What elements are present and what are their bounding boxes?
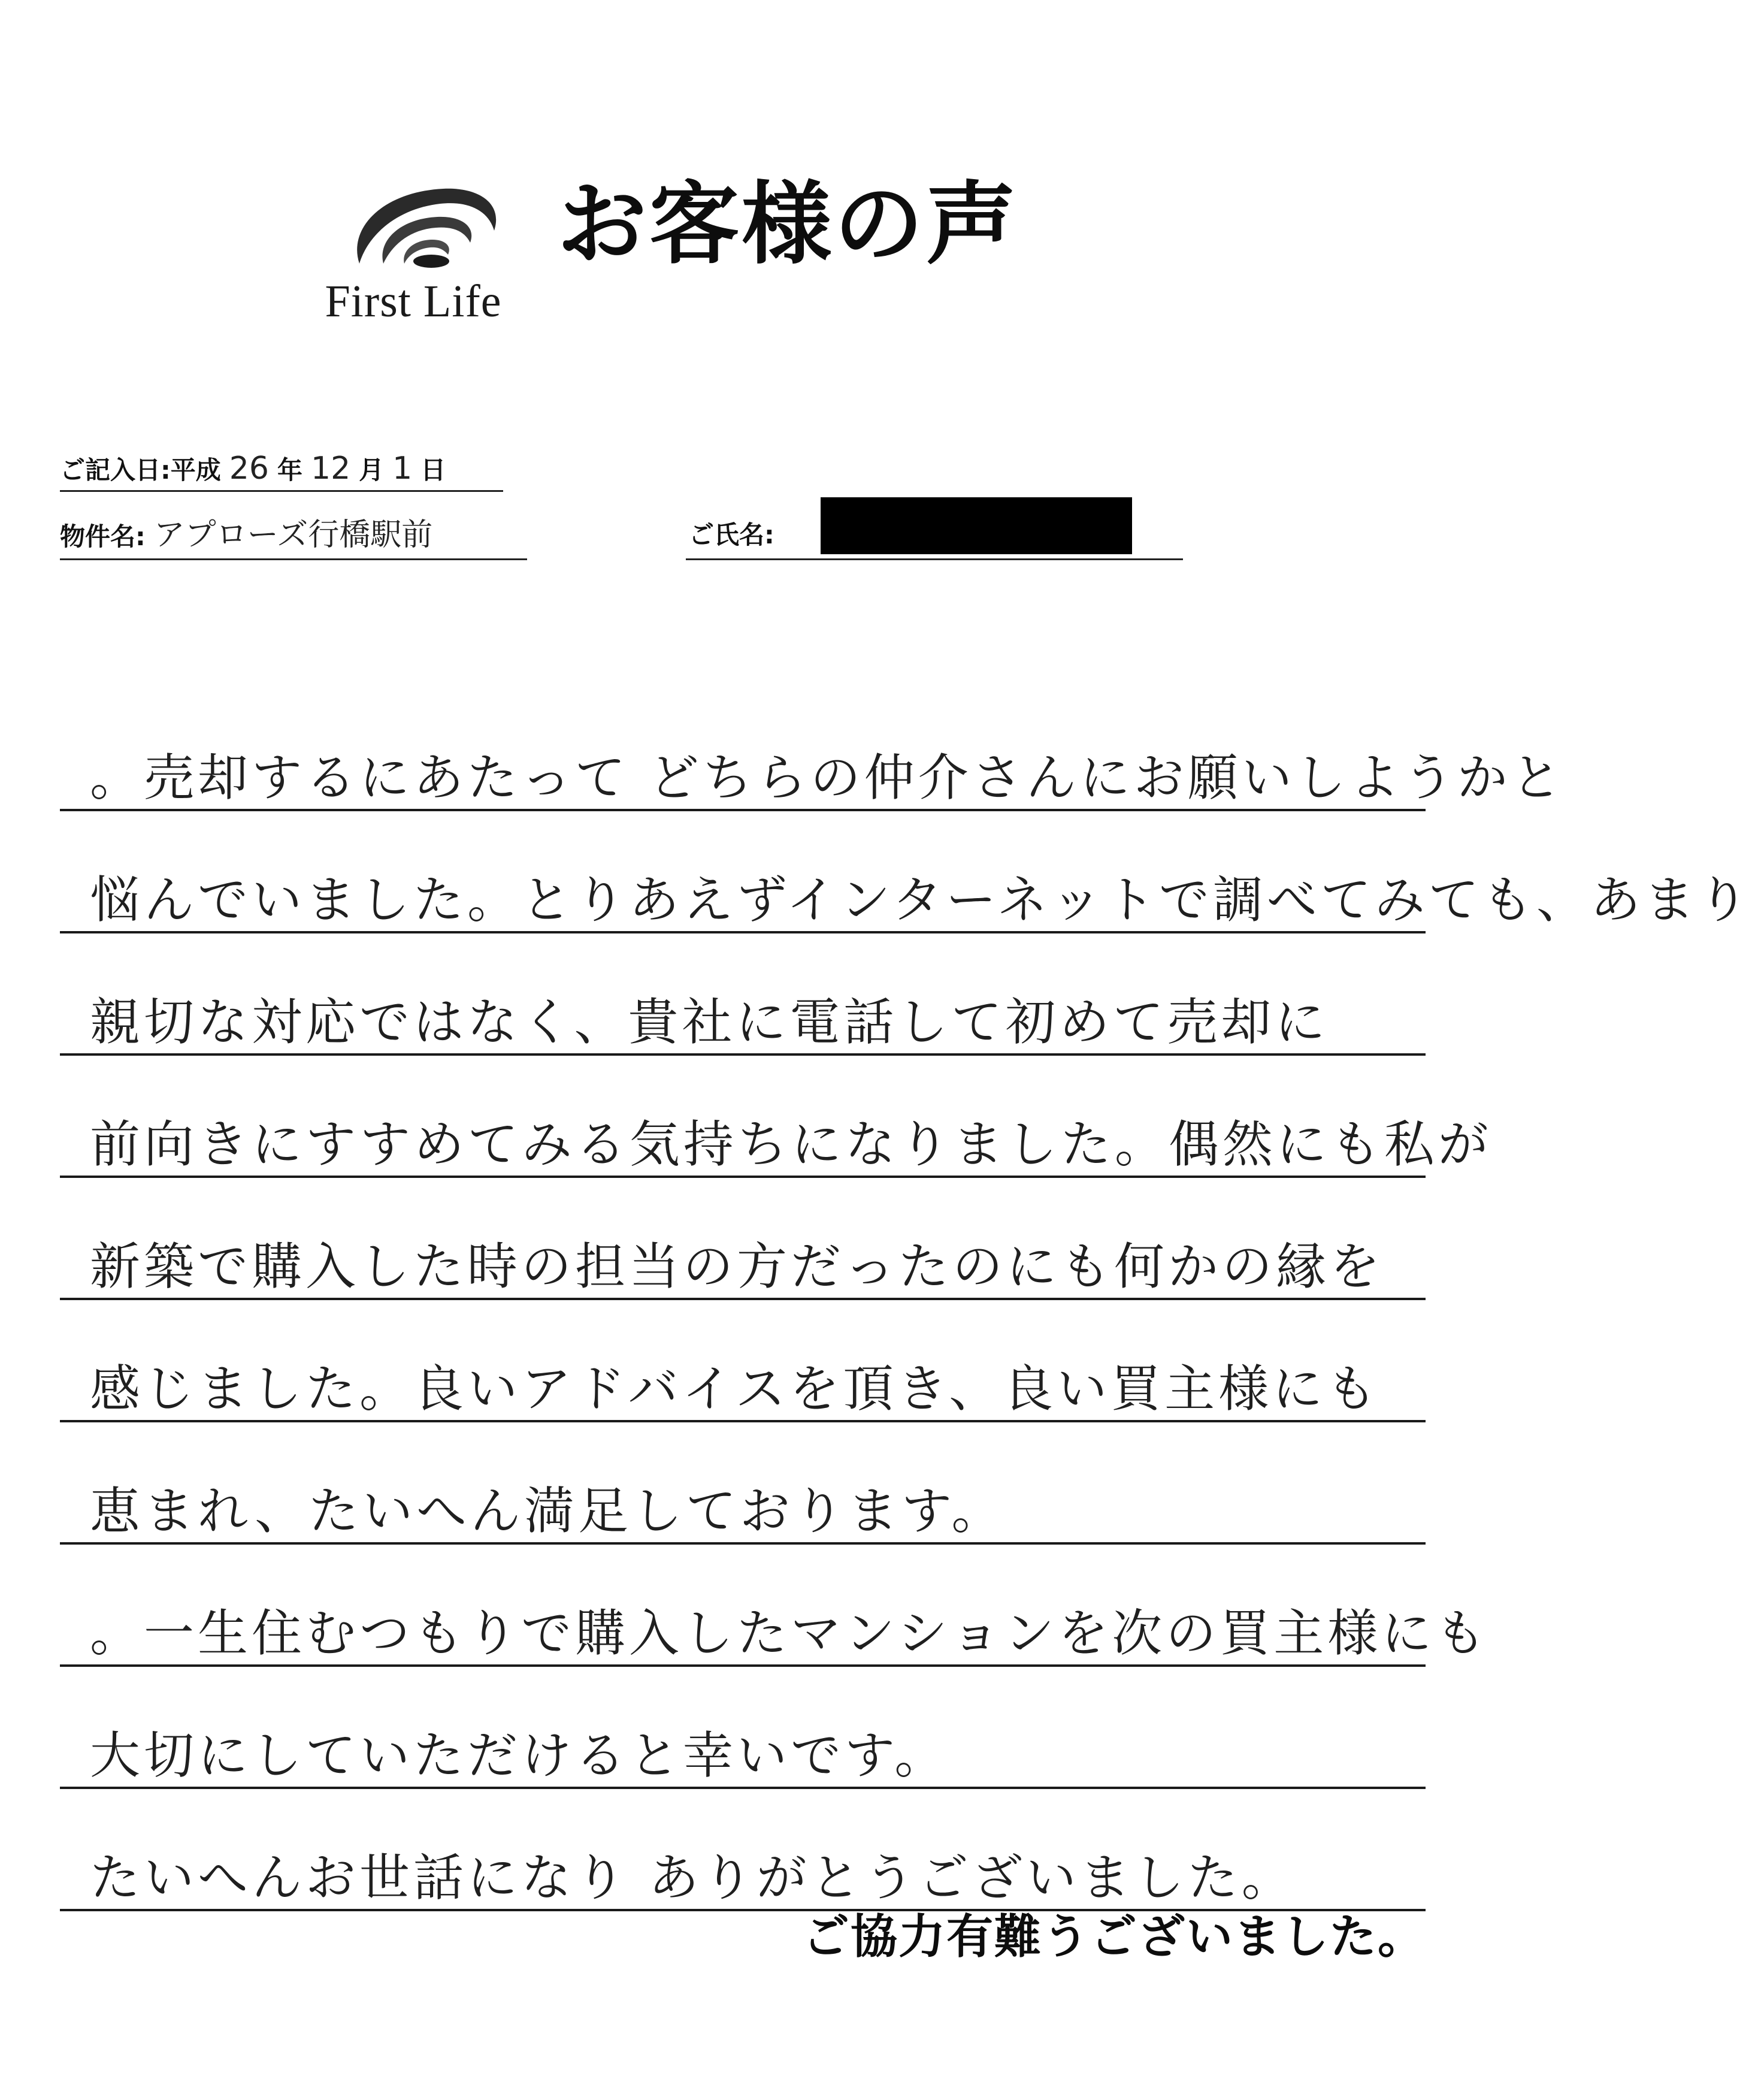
comment-text: 恵まれ、たいへん満足しております。: [90, 1482, 1006, 1540]
name-field: [689, 515, 774, 551]
property-value: アプローズ行橋駅前: [153, 517, 433, 553]
month-label: 月: [359, 455, 385, 485]
page-title: お客様の声: [557, 173, 1019, 277]
comment-text: 新築で購入した時の担当の方だったのにも何かの縁を: [90, 1237, 1384, 1296]
first-life-logo: [311, 174, 515, 330]
comment-line: [60, 689, 1565, 811]
comment-line: [60, 811, 1752, 933]
entry-date-field: [60, 451, 446, 487]
comment-text: 感じました。良いアドバイスを頂き、良い買主様にも: [90, 1359, 1381, 1418]
comment-line: [60, 1422, 1426, 1545]
comment-line: [60, 1667, 1426, 1789]
comment-text: 悩んでいました。とりあえずインターネットで調べてみても、あまり: [90, 871, 1752, 929]
name-underline: [686, 558, 1183, 560]
comment-text: 。売却するにあたって どちらの仲介さんにお願いしようかと: [90, 748, 1565, 807]
comment-text: 大切にしていただけると幸いです。: [90, 1726, 949, 1785]
date-underline: [60, 490, 503, 492]
name-redaction-bar: [821, 497, 1132, 554]
date-month-value: 12: [310, 451, 351, 487]
closing-thanks: ご協力有難うございました。: [802, 1910, 1426, 1964]
comment-text: 。一生住むつもりで購入したマンションを次の買主様にも: [90, 1604, 1490, 1663]
date-year-value: 26: [229, 451, 269, 487]
logo-wordmark: First Life: [325, 276, 502, 327]
comment-line: [60, 1300, 1426, 1422]
property-label: 物件名:: [60, 522, 146, 551]
name-label: ご氏名:: [689, 520, 774, 549]
comment-area: [60, 689, 1752, 1911]
comment-line: [60, 1545, 1490, 1667]
comment-text: 前向きにすすめてみる気持ちになりました。偶然にも私が: [90, 1115, 1492, 1174]
swirl-logo-icon: [341, 174, 509, 282]
comment-text: 親切な対応ではなく、貴社に電話して初めて売却に: [90, 993, 1329, 1051]
comment-line: [60, 1178, 1426, 1300]
comment-line: [60, 933, 1426, 1056]
comment-line: [60, 1056, 1492, 1178]
comment-text: たいへんお世話になり ありがとうございました。: [90, 1848, 1296, 1907]
comment-line: [60, 1789, 1426, 1911]
property-underline: [60, 558, 527, 560]
day-label: 日: [420, 455, 446, 485]
year-label: 年: [277, 455, 302, 485]
date-day-value: 1: [392, 451, 413, 487]
date-label: ご記入日:平成: [60, 455, 221, 485]
property-field: [60, 509, 441, 554]
